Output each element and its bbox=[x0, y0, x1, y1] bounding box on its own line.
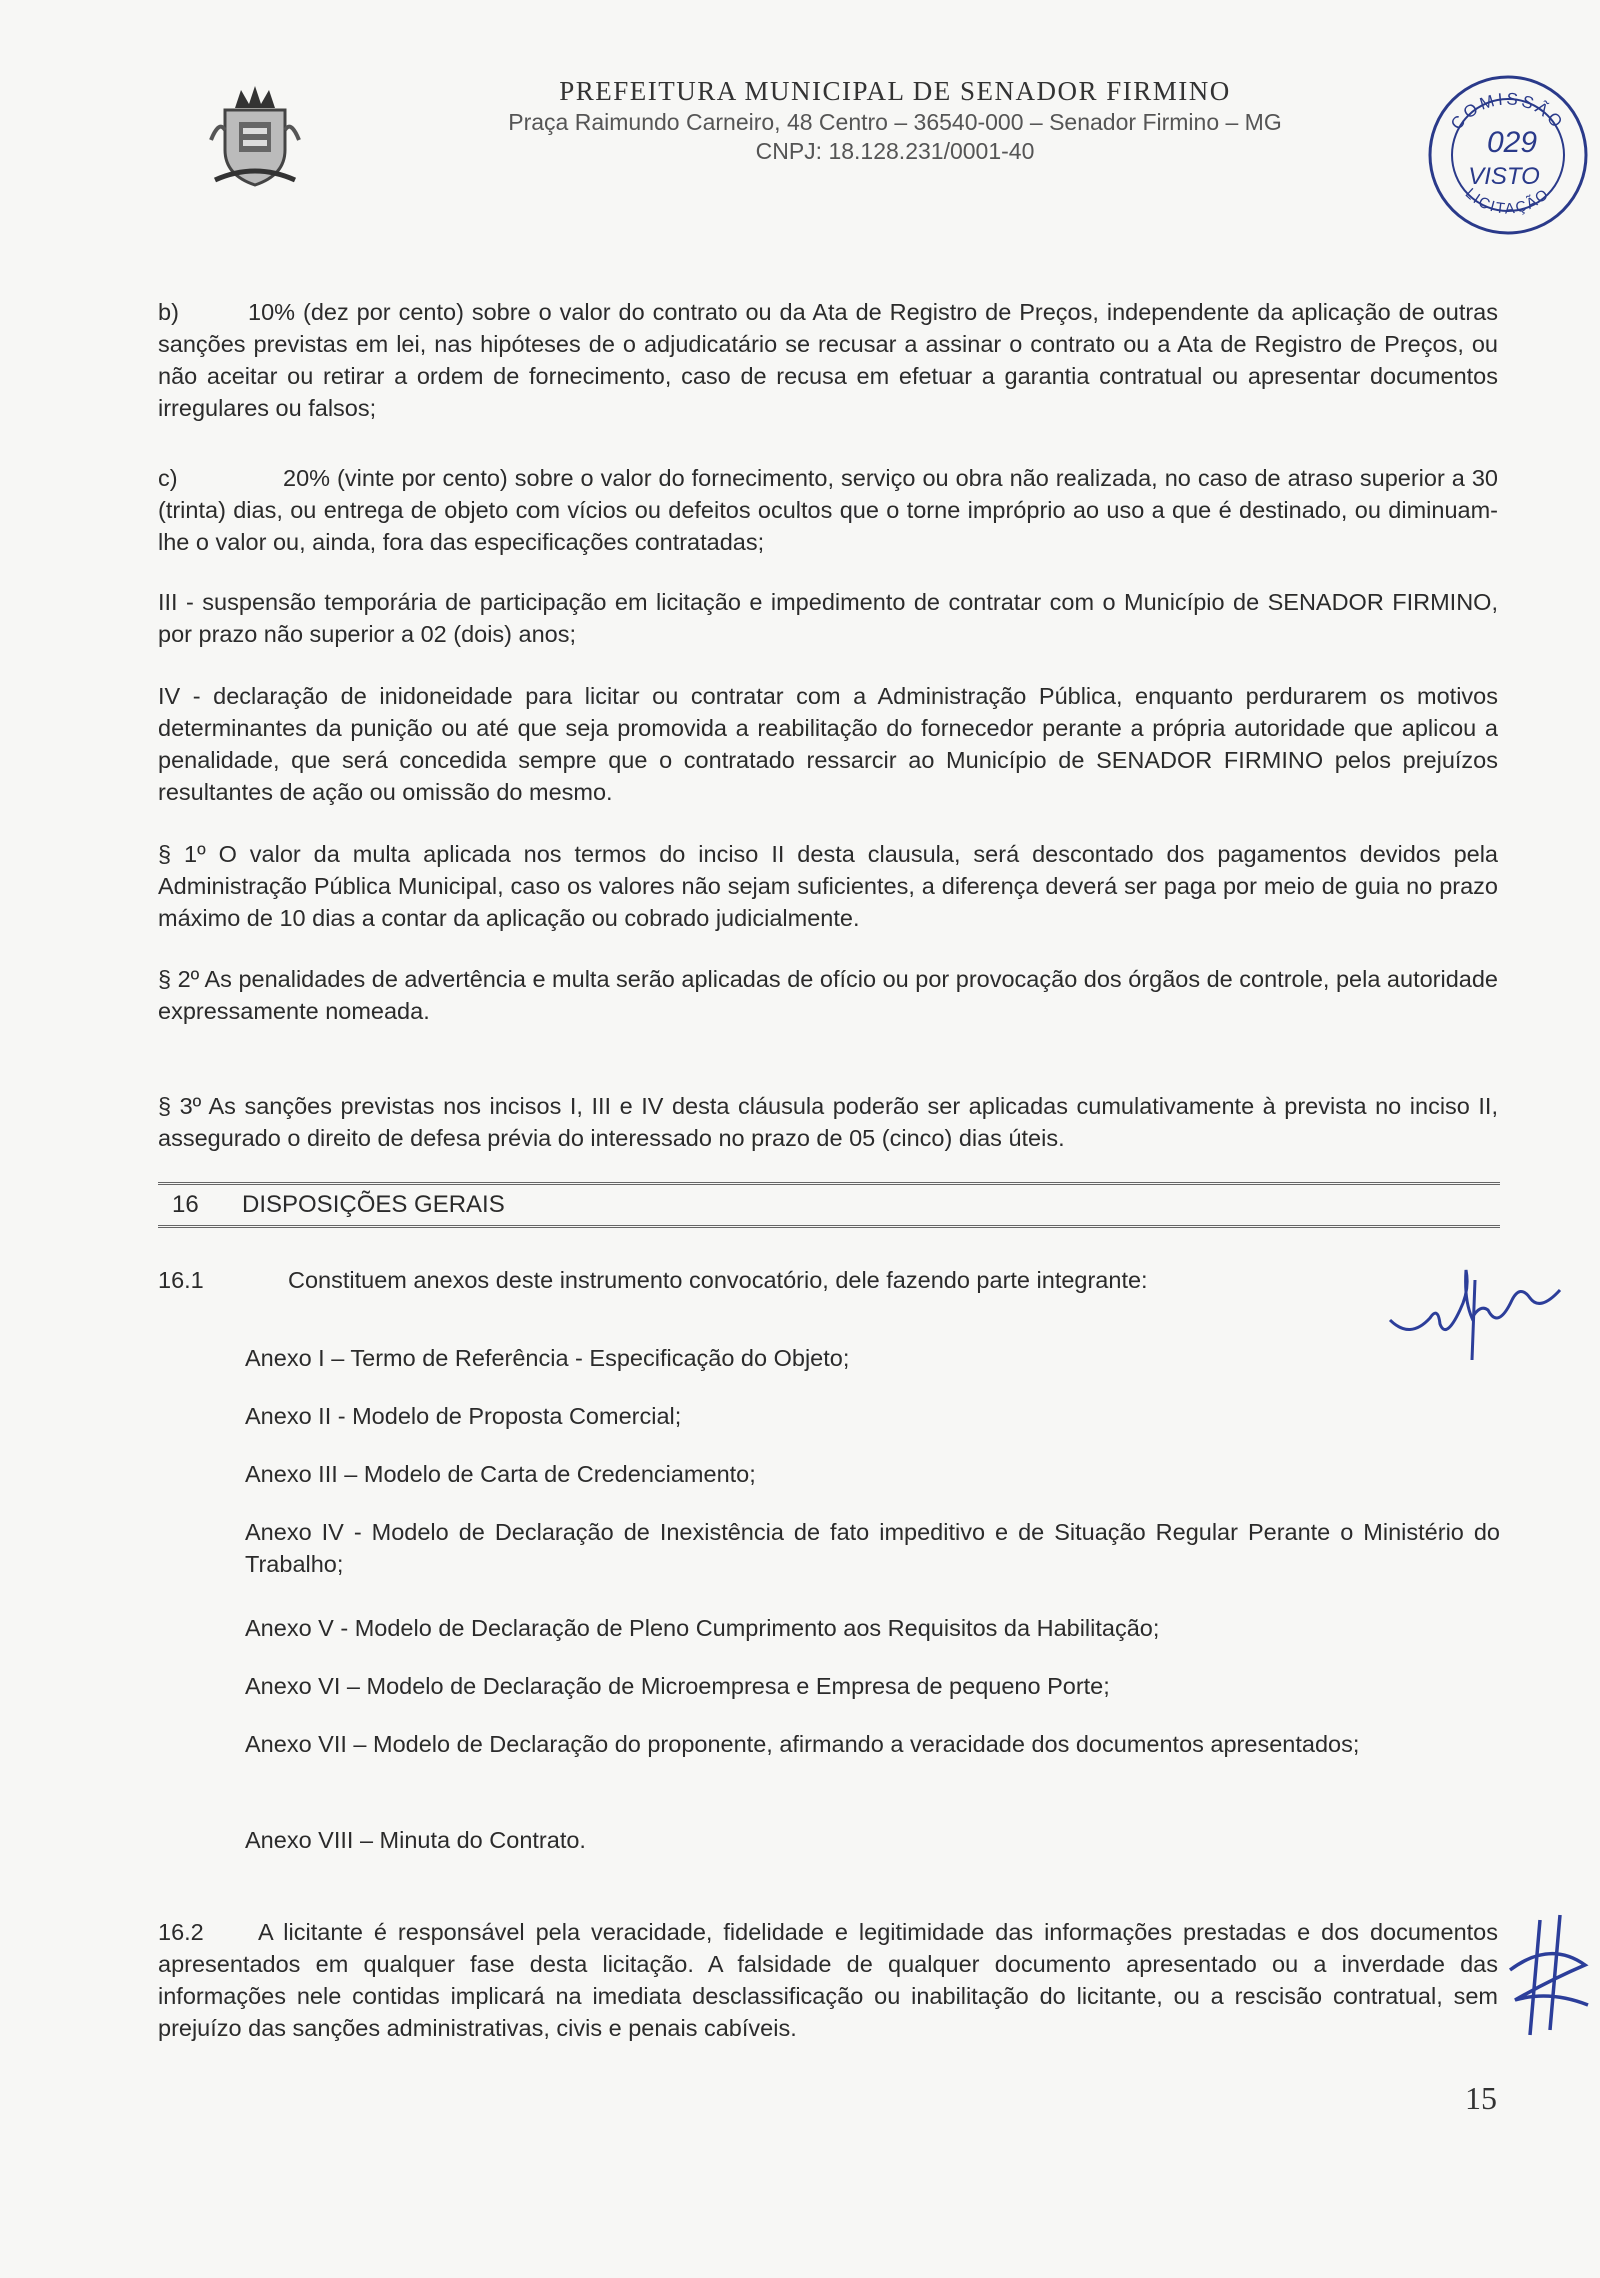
item-16-1 bbox=[158, 1264, 1498, 1296]
page-number: 15 bbox=[1465, 2080, 1497, 2116]
handwritten-signature bbox=[1380, 1240, 1580, 1370]
org-title: PREFEITURA MUNICIPAL DE SENADOR FIRMINO bbox=[559, 76, 1231, 106]
annex-item: Anexo IV - Modelo de Declaração de Inexistência de fato impeditivo e de Situação Regular Perante o Ministério do Trabalho; bbox=[245, 1519, 1500, 1577]
paragraph-b bbox=[158, 296, 1498, 424]
annex-item: Anexo VII – Modelo de Declaração do proponente, afirmando a veracidade dos documentos apresentados; bbox=[245, 1731, 1360, 1757]
paragraph-c-label: c) bbox=[158, 465, 178, 491]
municipal-crest-icon bbox=[205, 80, 305, 190]
paragraph-c bbox=[158, 462, 1498, 558]
letterhead bbox=[420, 76, 1370, 165]
org-cnpj: CNPJ: 18.128.231/0001-40 bbox=[755, 138, 1035, 164]
paragraph-b-text: 10% (dez por cento) sobre o valor do contrato ou da Ata de Registro de Preços, independente da aplicação de outras sanções previstas em lei, nas hipóteses de o adjudicatário se recusar a assinar o contrato ou a Ata de Registro de Preços, ou não aceitar ou retirar a ordem de fornecimento, caso de recusa em efetuar a garantia contratual ou apresentar documentos irregulares ou falsos; bbox=[158, 299, 1498, 421]
org-address: Praça Raimundo Carneiro, 48 Centro – 36540-000 – Senador Firmino – MG bbox=[508, 109, 1282, 135]
paragraph-iv: IV - declaração de inidoneidade para licitar ou contratar com a Administração Pública, enquanto perdurarem os motivos determinantes da punição ou até que seja promovida a reabilitação do fornecedor perante a própria autoridade que aplicou a penalidade, que será concedida sempre que o contratado ressarcir ao Município de SENADOR FIRMINO pelos prejuízos resultantes de ação ou omissão do mesmo. bbox=[158, 683, 1498, 805]
annex-item: Anexo III – Modelo de Carta de Credenciamento; bbox=[245, 1461, 756, 1487]
item-16-2-text: A licitante é responsável pela veracidade, fidelidade e legitimidade das informações prestadas e dos documentos apresentados em qualquer fase desta licitação. A falsidade de qualquer documento apresentado ou a inverdade das informações nele contidas implicará na imediata desclassificação ou inabilitação do licitante, ou a rescisão contratual, sem prejuízo das sanções administrativas, civis e penais cabíveis. bbox=[158, 1919, 1498, 2041]
annex-item: Anexo VI – Modelo de Declaração de Microempresa e Empresa de pequeno Porte; bbox=[245, 1673, 1110, 1699]
item-16-2 bbox=[158, 1916, 1498, 2044]
item-16-1-text: Constituem anexos deste instrumento convocatório, dele fazendo parte integrante: bbox=[288, 1267, 1148, 1293]
section-title: DISPOSIÇÕES GERAIS bbox=[242, 1191, 505, 1218]
paragraph-s3: § 3º As sanções previstas nos incisos I, III e IV desta cláusula poderão ser aplicadas cumulativamente à prevista no inciso II, assegurado o direito de defesa prévia do interessado no prazo de 05 (cinco) dias úteis. bbox=[158, 1093, 1498, 1151]
stamp-number: 029 bbox=[1486, 126, 1538, 159]
section-number: 16 bbox=[172, 1191, 199, 1218]
paragraph-iii: III - suspensão temporária de participação em licitação e impedimento de contratar com o Município de SENADOR FIRMINO, por prazo não superior a 02 (dois) anos; bbox=[158, 589, 1498, 647]
paragraph-s1: § 1º O valor da multa aplicada nos termos do inciso II desta clausula, será descontado dos pagamentos devidos pela Administração Pública Municipal, caso os valores não sejam suficientes, a diferença deverá ser paga por meio de guia no prazo máximo de 10 dias a contar da aplicação ou cobrado judicialmente. bbox=[158, 841, 1498, 931]
paragraph-b-label: b) bbox=[158, 299, 179, 325]
annex-item: Anexo V - Modelo de Declaração de Pleno Cumprimento aos Requisitos da Habilitação; bbox=[245, 1615, 1160, 1641]
commission-stamp bbox=[1420, 60, 1595, 235]
stamp-label: VISTO bbox=[1468, 163, 1540, 190]
initials-signature bbox=[1500, 1910, 1595, 2040]
paragraph-c-text: 20% (vinte por cento) sobre o valor do fornecimento, serviço ou obra não realizada, no caso de atraso superior a 30 (trinta) dias, ou entrega de objeto com vícios ou defeitos ocultos que o torne impróprio ao uso a que é destinado, ou diminuam-lhe o valor ou, ainda, fora das especificações contratadas; bbox=[158, 465, 1498, 555]
stamp-top-text: COMISSÃO bbox=[1446, 89, 1569, 134]
section-heading bbox=[158, 1182, 1500, 1228]
annex-item: Anexo II - Modelo de Proposta Comercial; bbox=[245, 1403, 682, 1429]
item-16-2-number: 16.2 bbox=[158, 1919, 204, 1945]
item-16-1-number: 16.1 bbox=[158, 1267, 204, 1293]
annex-item: Anexo I – Termo de Referência - Especificação do Objeto; bbox=[245, 1345, 850, 1371]
annex-item: Anexo VIII – Minuta do Contrato. bbox=[245, 1827, 586, 1853]
stamp-bottom-text: LICITAÇÃO bbox=[1461, 184, 1554, 218]
paragraph-s2: § 2º As penalidades de advertência e multa serão aplicadas de ofício ou por provocação dos órgãos de controle, pela autoridade expressamente nomeada. bbox=[158, 966, 1498, 1024]
